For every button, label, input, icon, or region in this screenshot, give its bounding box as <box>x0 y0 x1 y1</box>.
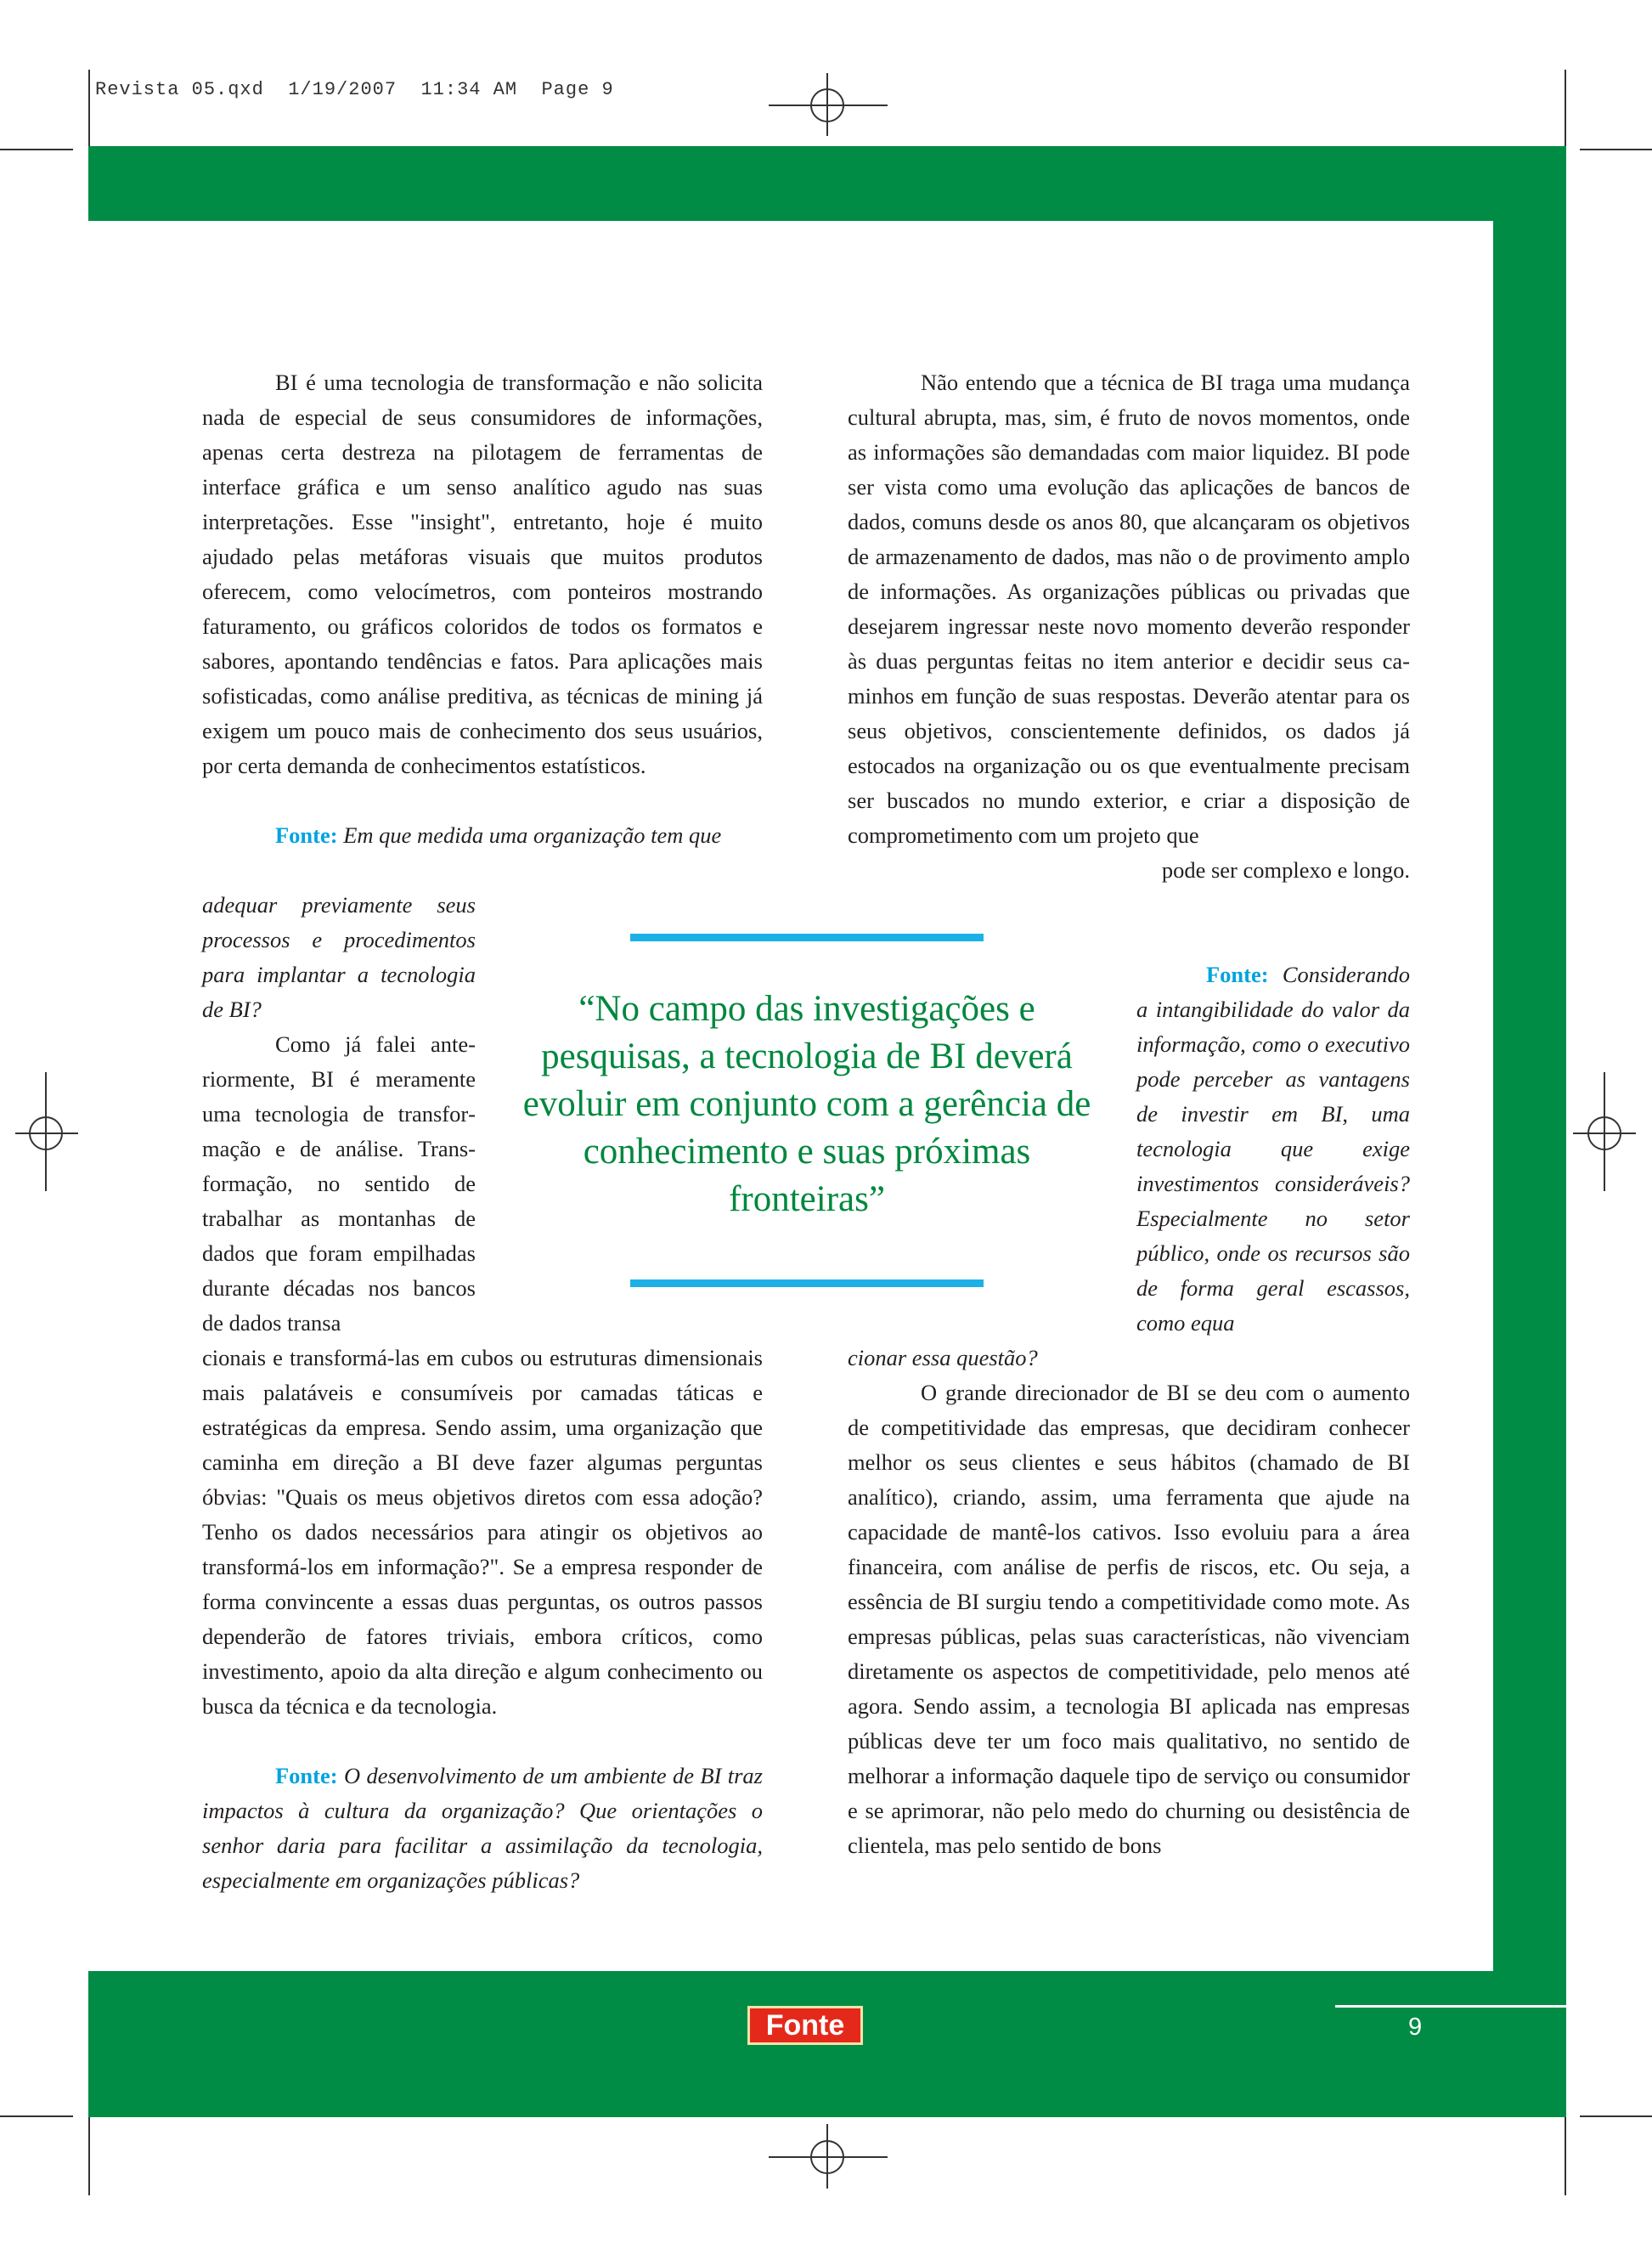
pull-quote-rule-bottom <box>630 1279 984 1287</box>
pull-quote: “No campo das investigações e pesquisas, a tecnologia de BI deverá evoluir em conjunto com a gerência de conhecimento e suas próximas fronteiras” <box>522 989 1091 1219</box>
question-continued: cionar essa questão? <box>848 1345 1038 1370</box>
right-column-top <box>848 365 1410 888</box>
crop-mark-tr-h <box>1580 149 1652 150</box>
crop-mark-tr-v <box>1565 70 1566 150</box>
question-text: Em que medida uma organização tem que <box>343 822 722 848</box>
paragraph: O grande direcionador de BI se deu com o aumento de competitividade das empresas, que decidiram conhecer melhor os seus clientes e seus hábitos (chamado de BI analítico), criando, assim, uma ferramenta que ajude na capacidade de mantê-los cativos. Isso evoluiu para a área financeira, com análise de perfis de riscos, etc. Ou seja, a essência de BI surgiu tendo a competitividade como mote. As empresas públicas, pelas suas características, não vivenciam diretamente os aspectos de competitividade, pelo menos até agora. Sendo assim, a tecnologia BI aplicada nas empresas públicas deve ter um foco mais qualitativo, no sentido de melhorar a informação daquele tipo de serviço ou consumidor e se aprimorar, não pelo medo do churning ou desistência de clientela, mas pelo sentido de bons <box>848 1380 1410 1858</box>
right-column-bottom <box>848 1341 1410 1863</box>
crop-mark-tl-h <box>0 149 73 150</box>
paragraph: Não entendo que a técnica de BI traga uma mudança cultural abrupta, mas, sim, é fruto de novos momentos, onde as informações são demandadas com maior liquidez. BI pode ser vista como uma evolução das aplicações de bancos de dados, comuns desde os anos 80, que alcançaram os objetivos de armazenamento de dados, mas não o de provimento amplo de informações. As organizações públicas ou privadas que desejarem ingressar neste novo momento deverão responder às duas perguntas feitas no item anterior e decidir seus caminhos em função de suas respostas. Deverão atentar para os seus objetivos, conscientemente definidos, os dados já estocados na organização ou os que eventualmente precisam ser buscados no mundo exterior, e criar a disposição de comprometimento com um projeto que <box>848 370 1410 848</box>
file-slug: Revista 05.qxd 1/19/2007 11:34 AM Page 9 <box>95 79 614 100</box>
fonte-label: Fonte: <box>275 822 338 848</box>
right-column-narrow <box>1136 957 1410 1341</box>
crop-mark-br-h <box>1580 2115 1652 2117</box>
left-column-top <box>202 365 763 853</box>
crop-mark-br-v <box>1565 2115 1566 2195</box>
green-frame-right <box>1493 146 1566 1973</box>
question-text: Considerando a intangibilidade do valor da informação, como o executivo pode perceber as vantagens de investir em BI, uma tecnologia que exige investimentos consideráveis? Especialmente no setor público, onde os recursos são de forma geral escassos, como equa <box>1136 962 1410 1336</box>
page-number-rule <box>1335 2005 1568 2008</box>
fonte-label: Fonte: <box>1206 962 1269 987</box>
paragraph-narrow: Como já falei anteriormente, BI é meramente uma tecnologia de transformação e de análise. Transformação, no sentido de trabalhar as montanhas de dados que foram empilhadas durante décadas nos bancos de dados transa <box>202 1031 476 1336</box>
left-column-bottom <box>202 1341 763 1898</box>
question <box>202 818 763 853</box>
green-frame-top <box>88 146 1566 221</box>
fonte-label: Fonte: <box>275 1763 338 1788</box>
fonte-logo: Fonte <box>747 2006 863 2045</box>
crop-mark-bl-v <box>88 2115 90 2195</box>
question-text: O desenvolvimento de um ambiente de BI traz impactos à cultura da organização? Que orientações o senhor daria para facilitar a assimilação da tecnologia, especialmente em organizações públicas? <box>202 1763 763 1893</box>
question <box>1136 957 1410 1341</box>
paragraph: BI é uma tecnologia de transformação e não solicita nada de especial de seus consumidores de informações, apenas certa destreza na pilotagem de ferramentas de interface gráfica e um senso analítico agudo nas suas interpretações. Esse "insight", entretanto, hoje é muito ajudado pelas metáforas visuais que muitos produtos oferecem, como velocímetros, com ponteiros mostrando faturamento, ou gráficos coloridos de todos os formatos e sabores, apontando tendências e fatos. Para aplicações mais sofisticadas, como análise preditiva, as técnicas de mining já exigem um pouco mais de conhecimento dos seus usuários, por certa demanda de conhecimentos estatísticos. <box>202 370 763 778</box>
crop-mark-tl-v <box>88 70 90 150</box>
paragraph-wide: cionais e transformá-las em cubos ou estruturas dimensionais mais palatáveis e consumíveis por camadas táticas e estratégicas da empresa. Sendo assim, uma organização que caminha em direção a BI deve fazer algumas perguntas óbvias: "Quais os meus objetivos diretos com essa adoção? Tenho os dados necessários para atingir os objetivos ao transformá-los em informação?". Se a empresa responder de forma convincente a essas duas perguntas, os outros passos dependerão de fatores triviais, embora críticos, como investimento, apoio da alta direção e algum conhecimento ou busca da técnica e da tecnologia. <box>202 1345 763 1719</box>
question-continued: adequar previamente seus processos e procedimentos para implantar a tecnologia de BI? <box>202 892 476 1022</box>
crop-mark-bl-h <box>0 2115 73 2117</box>
paragraph-last-line: pode ser complexo e longo. <box>1161 857 1410 883</box>
page-number: 9 <box>1408 2014 1423 2041</box>
question <box>202 1759 763 1898</box>
left-column-narrow <box>202 888 476 1341</box>
pull-quote-rule-top <box>630 934 984 941</box>
